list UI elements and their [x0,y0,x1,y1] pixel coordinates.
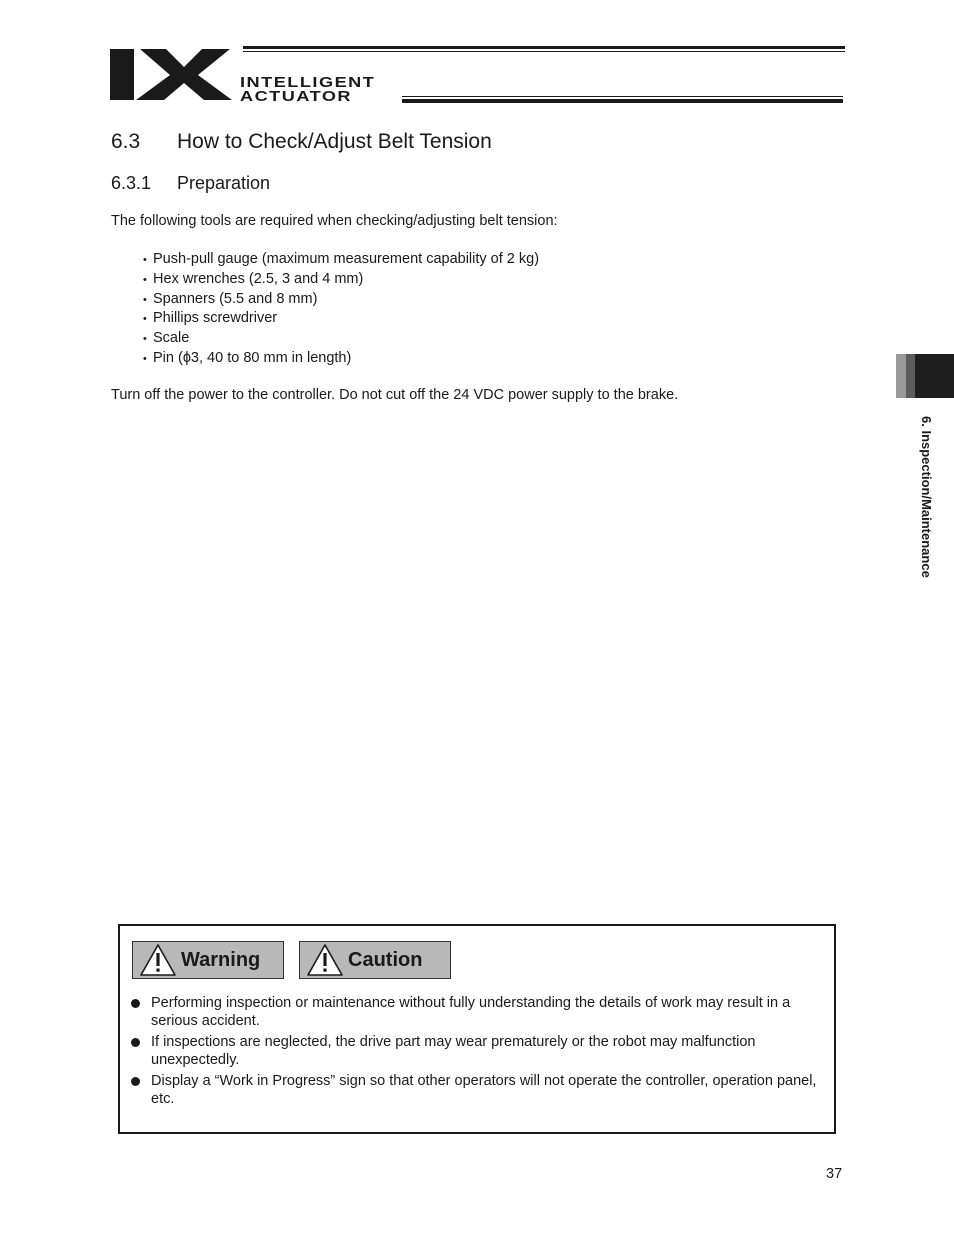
list-item: • Scale [143,329,539,349]
logo-line1: INTELLIGENT [240,75,376,91]
bullet-icon: • [143,333,147,346]
warning-list [128,994,828,1111]
power-note: Turn off the power to the controller. Do not cut off the 24 VDC power supply to the brake. [111,387,679,403]
list-item: • Spanners (5.5 and 8 mm) [143,290,539,310]
bullet-icon: • [143,273,147,286]
bullet-dot-icon [131,1077,140,1086]
warning-triangle-icon [139,943,177,977]
list-item: • Hex wrenches (2.5, 3 and 4 mm) [143,270,539,290]
intro-paragraph: The following tools are required when checking/adjusting belt tension: [111,213,558,229]
list-item: • Push-pull gauge (maximum measurement capability of 2 kg) [143,250,539,270]
bullet-icon: • [143,352,147,365]
warning-label: Warning [181,948,261,971]
header-rule-top-thin [243,51,845,52]
list-item: • Phillips screwdriver [143,309,539,329]
tools-list [143,250,539,369]
header-rule-bottom-thin [402,96,843,97]
warning-badge [132,941,284,979]
bullet-dot-icon [131,999,140,1008]
caution-badge [299,941,451,979]
list-item: If inspections are neglected, the drive part may wear prematurely or the robot may malfunction unexpectedly. [128,1033,828,1069]
bullet-icon: • [143,313,147,326]
page-number: 37 [826,1166,843,1182]
section-number: 6.3 [111,130,141,153]
list-item: Display a “Work in Progress” sign so that other operators will not operate the controller, operation panel, etc. [128,1072,828,1108]
section-title: How to Check/Adjust Belt Tension [177,130,492,153]
subsection-title: Preparation [177,173,271,193]
subsection-number: 6.3.1 [111,173,152,193]
caution-label: Caution [348,948,423,971]
bullet-dot-icon [131,1038,140,1047]
logo-wordmark [240,76,375,104]
bullet-icon: • [143,254,147,266]
header-rule-top-thick [243,46,845,49]
ix-logo-icon [110,47,232,101]
chapter-tab-label: 6. Inspection/Maintenance [919,416,934,578]
bullet-icon: • [143,293,147,306]
caution-triangle-icon [306,943,344,977]
logo-line2: ACTUATOR [240,89,353,105]
header-rule-bottom-thick [402,99,843,103]
warning-caution-box [118,924,836,1134]
subsection-heading [111,173,270,194]
list-item: Performing inspection or maintenance without fully understanding the details of work may result in a serious accident. [128,994,828,1030]
section-heading [111,130,492,154]
chapter-tab [896,354,954,398]
list-item: • Pin (ϕ3, 40 to 80 mm in length) [143,349,539,369]
